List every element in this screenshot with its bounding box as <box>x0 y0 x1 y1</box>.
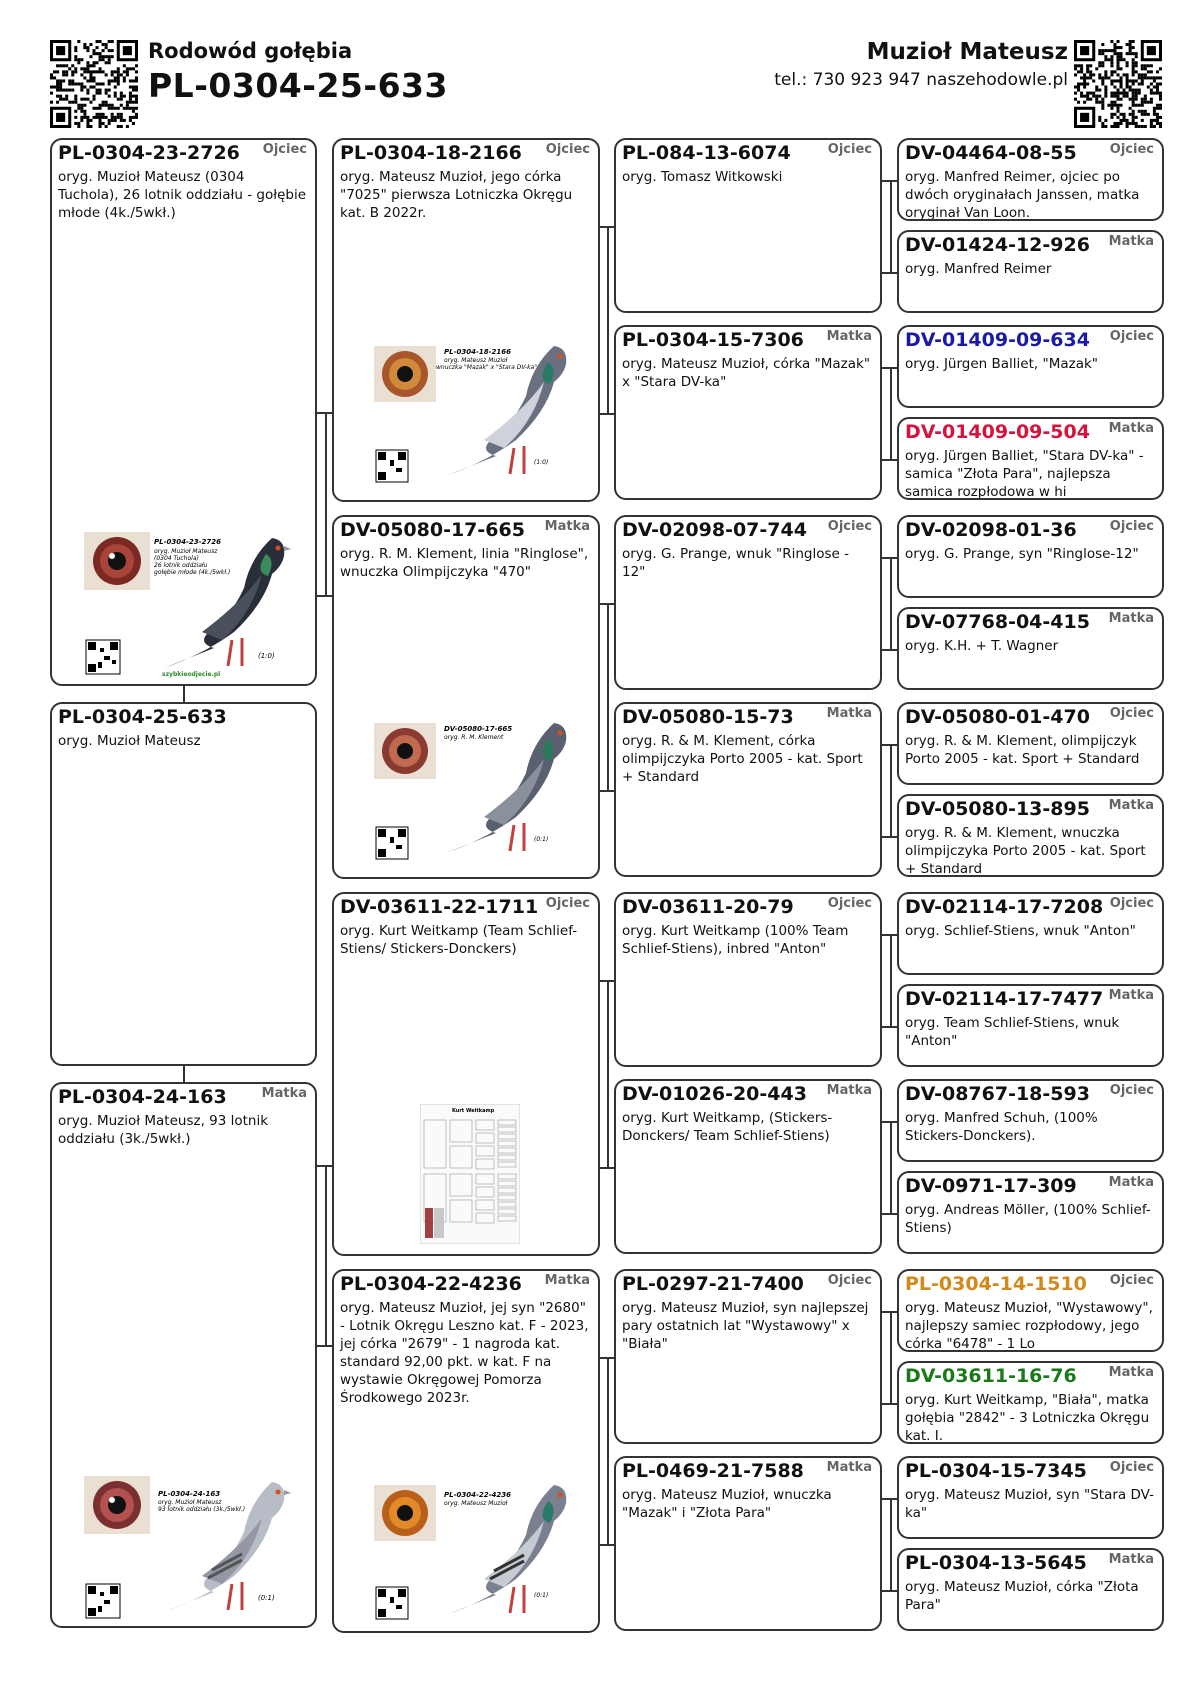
sex-label: Matka <box>1108 611 1154 626</box>
connector-line <box>890 1498 897 1500</box>
description: oryg. G. Prange, wnuk "Ringlose - 12" <box>622 546 849 580</box>
description: oryg. R. M. Klement, linia "Ringlose", wnuczka Olimpijczyka "470" <box>340 546 589 580</box>
connector-line <box>600 1544 607 1546</box>
svg-text:26 lotnik oddziału: 26 lotnik oddziału <box>154 562 208 569</box>
svg-text:(0:1): (0:1) <box>534 1592 549 1599</box>
sex-label: Matka <box>826 1460 872 1475</box>
svg-text:93 lotnik oddziału (3k./5wkł.): 93 lotnik oddziału (3k./5wkł.) <box>158 1506 246 1513</box>
pedigree-box-gen4-10[interactable] <box>897 984 1164 1067</box>
sex-label: Matka <box>1108 1175 1154 1190</box>
pedigree-box-gen4-2[interactable] <box>897 230 1164 313</box>
sex-label: Matka <box>826 329 872 344</box>
pedigree-box-gen4-6[interactable] <box>897 607 1164 690</box>
sex-label: Ojciec <box>1109 329 1154 344</box>
connector-line <box>600 980 607 982</box>
description: oryg. Jürgen Balliet, "Mazak" <box>905 356 1099 372</box>
description: oryg. Mateusz Muzioł, syn "Stara DV-ka" <box>905 1487 1154 1521</box>
connector-line <box>890 180 897 182</box>
pedigree-box-gen4-8[interactable] <box>897 794 1164 877</box>
connector-line <box>882 1590 890 1592</box>
connector-line <box>600 790 607 792</box>
description: oryg. Mateusz Muzioł, córka "Złota Para" <box>905 1579 1139 1613</box>
svg-text:DV-05080-17-665: DV-05080-17-665 <box>444 725 513 733</box>
ring-number: DV-04464-08-55 <box>905 142 1077 164</box>
connector-line <box>607 1167 614 1169</box>
connector-line <box>882 934 890 936</box>
description: oryg. Jürgen Balliet, "Stara DV-ka" - samica "Złota Para", najlepsza samica rozpłodowa w hi <box>905 448 1144 500</box>
ring-number: PL-0297-21-7400 <box>622 1273 804 1295</box>
connector-line <box>882 836 890 838</box>
qr-code-right <box>1074 40 1162 128</box>
sex-label: Ojciec <box>262 142 307 157</box>
pedigree-box-gen4-16[interactable] <box>897 1548 1164 1631</box>
svg-text:oryg. Mateusz Muzioł: oryg. Mateusz Muzioł <box>444 357 508 364</box>
description: oryg. Manfred Schuh, (100% Stickers-Donckers). <box>905 1110 1098 1144</box>
connector-line <box>890 649 897 651</box>
svg-text:PL-0304-18-2166: PL-0304-18-2166 <box>444 348 512 356</box>
pedigree-box-gen4-9[interactable] <box>897 892 1164 975</box>
sex-label: Ojciec <box>1109 896 1154 911</box>
ring-number: DV-03611-16-76 <box>905 1365 1077 1387</box>
connector-line <box>183 1066 185 1082</box>
connector-line <box>607 1357 614 1359</box>
connector-line <box>183 686 185 702</box>
eye-icon <box>374 1485 436 1541</box>
svg-text:(0:1): (0:1) <box>534 836 549 843</box>
description: oryg. Tomasz Witkowski <box>622 169 783 185</box>
connector-line <box>882 649 890 651</box>
ring-number: DV-05080-15-73 <box>622 706 794 728</box>
ring-number: DV-01026-20-443 <box>622 1083 807 1105</box>
connector-line <box>890 934 892 1028</box>
connector-line <box>890 1311 897 1313</box>
pigeon-photo <box>374 1479 574 1624</box>
description: oryg. Muzioł Mateusz (0304 Tuchola), 26 lotnik oddziału - gołębie młode (4k./5wkł.) <box>58 169 307 221</box>
connector-line <box>882 1121 890 1123</box>
pedigree-box-gen4-7[interactable] <box>897 702 1164 785</box>
pigeon-photo <box>374 340 574 490</box>
pedigree-box-gen4-11[interactable] <box>897 1079 1164 1162</box>
description: oryg. Mateusz Muzioł, jego córka "7025" pierwsza Lotniczka Okręgu kat. B 2022r. <box>340 169 573 221</box>
pigeon-photo <box>82 1472 292 1622</box>
ring-number: PL-0304-23-2726 <box>58 142 240 164</box>
description: oryg. Kurt Weitkamp, (Stickers-Donckers/ Team Schlief-Stiens) <box>622 1110 833 1144</box>
connector-line <box>607 603 609 792</box>
svg-text:oryg. Muzioł Mateusz: oryg. Muzioł Mateusz <box>158 1499 222 1506</box>
sex-label: Matka <box>544 1273 590 1288</box>
connector-line <box>890 557 897 559</box>
sex-label: Ojciec <box>827 896 872 911</box>
pedigree-box-gen3-4[interactable] <box>614 702 882 877</box>
sex-label: Ojciec <box>827 519 872 534</box>
pedigree-box-mother[interactable] <box>50 1082 317 1628</box>
sex-label: Matka <box>826 706 872 721</box>
connector-line <box>890 1498 892 1592</box>
svg-text:wnuczka "Mazak" x "Stara DV-ka: wnuczka "Mazak" x "Stara DV-ka" <box>436 364 537 371</box>
description: oryg. Manfred Reimer <box>905 261 1052 277</box>
ring-number: DV-07768-04-415 <box>905 611 1090 633</box>
connector-line <box>890 744 892 838</box>
pedigree-box-gen2-3[interactable] <box>332 892 600 1256</box>
pigeon-photo <box>82 528 292 678</box>
connector-line <box>890 1121 897 1123</box>
connector-line <box>325 595 332 597</box>
connector-line <box>882 272 890 274</box>
pedigree-box-gen3-7[interactable] <box>614 1269 882 1444</box>
connector-line <box>882 1498 890 1500</box>
svg-text:PL-0304-24-163: PL-0304-24-163 <box>158 1490 221 1498</box>
description: oryg. Kurt Weitkamp (100% Team Schlief-Stiens), inbred "Anton" <box>622 923 849 957</box>
connector-line <box>882 180 890 182</box>
connector-line <box>890 557 892 651</box>
pedigree-box-gen4-3[interactable] <box>897 325 1164 408</box>
svg-text:oryg. Muzioł Mateusz: oryg. Muzioł Mateusz <box>154 548 218 555</box>
connector-line <box>607 1544 614 1546</box>
pedigree-box-gen3-5[interactable] <box>614 892 882 1067</box>
description: oryg. K.H. + T. Wagner <box>905 638 1059 654</box>
connector-line <box>607 980 614 982</box>
connector-line <box>890 1213 897 1215</box>
connector-line <box>325 1165 327 1347</box>
pedigree-box-gen4-13[interactable] <box>897 1269 1164 1352</box>
svg-text:szybkieodjecie.pl: szybkieodjecie.pl <box>162 671 221 678</box>
connector-line <box>890 934 897 936</box>
pedigree-box-gen4-14[interactable] <box>897 1361 1164 1444</box>
connector-line <box>600 1167 607 1169</box>
pigeon-icon <box>446 723 566 853</box>
connector-line <box>882 1213 890 1215</box>
sex-label: Ojciec <box>827 1273 872 1288</box>
sex-label: Ojciec <box>1109 142 1154 157</box>
svg-text:Kurt Weitkamp: Kurt Weitkamp <box>452 1108 495 1114</box>
svg-text:oryg. Mateusz Muzioł: oryg. Mateusz Muzioł <box>444 1500 508 1507</box>
pedigree-box-subject[interactable] <box>50 702 317 1066</box>
description: oryg. Muzioł Mateusz <box>58 733 201 749</box>
description: oryg. Muzioł Mateusz, 93 lotnik oddziału (3k./5wkł.) <box>58 1113 269 1147</box>
sex-label: Matka <box>1108 988 1154 1003</box>
ring-number: DV-03611-20-79 <box>622 896 794 918</box>
connector-line <box>890 1403 897 1405</box>
sex-label: Ojciec <box>827 142 872 157</box>
pedigree-box-gen3-1[interactable] <box>614 138 882 313</box>
ring-number: PL-0304-22-4236 <box>340 1273 522 1295</box>
description: oryg. Mateusz Muzioł, wnuczka "Mazak" i "Złota Para" <box>622 1487 832 1521</box>
connector-line <box>882 367 890 369</box>
eye-icon <box>374 723 436 779</box>
svg-text:(0304 Tuchola): (0304 Tuchola) <box>154 555 199 562</box>
ring-number: DV-05080-13-895 <box>905 798 1090 820</box>
svg-text:(1:0): (1:0) <box>534 459 549 466</box>
description: oryg. R. & M. Klement, córka olimpijczyka Porto 2005 - kat. Sport + Standard <box>622 733 863 785</box>
description: oryg. Kurt Weitkamp, "Biała", matka gołębia "2842" - 3 Lotniczka Okręgu kat. I. <box>905 1392 1150 1444</box>
connector-line <box>607 980 609 1169</box>
eye-icon <box>374 346 436 402</box>
svg-text:(0:1): (0:1) <box>258 1594 275 1602</box>
pedigree-box-gen4-15[interactable] <box>897 1456 1164 1539</box>
description: oryg. Mateusz Muzioł, jej syn "2680" - Lotnik Okręgu Leszno kat. F - 2023, jej córka "2679" - 1 nagroda kat. standard 92,00 pkt. w kat. F na wystawie Okręgowej Pomorza Środkowego 2023r. <box>340 1300 589 1406</box>
sex-label: Ojciec <box>1109 1460 1154 1475</box>
pedigree-box-gen3-3[interactable] <box>614 515 882 690</box>
ring-number: DV-02114-17-7208 <box>905 896 1104 918</box>
connector-line <box>325 1345 332 1347</box>
pedigree-box-gen3-6[interactable] <box>614 1079 882 1254</box>
connector-line <box>325 1165 332 1167</box>
sex-label: Ojciec <box>1109 1083 1154 1098</box>
svg-text:PL-0304-23-2726: PL-0304-23-2726 <box>154 538 222 546</box>
sex-label: Ojciec <box>545 142 590 157</box>
pedigree-box-gen2-1[interactable] <box>332 138 600 502</box>
sex-label: Matka <box>1108 798 1154 813</box>
description: oryg. Kurt Weitkamp (Team Schlief-Stiens/ Stickers-Donckers) <box>340 923 578 957</box>
connector-line <box>317 595 325 597</box>
connector-line <box>607 413 614 415</box>
connector-line <box>882 557 890 559</box>
ring-number: PL-0469-21-7588 <box>622 1460 804 1482</box>
ring-number: PL-0304-25-633 <box>58 706 227 728</box>
description: oryg. G. Prange, syn "Ringlose-12" <box>905 546 1139 562</box>
pedigree-box-gen4-12[interactable] <box>897 1171 1164 1254</box>
pedigree-box-gen2-2[interactable] <box>332 515 600 879</box>
ring-number: PL-084-13-6074 <box>622 142 791 164</box>
ring-number: DV-0971-17-309 <box>905 1175 1077 1197</box>
connector-line <box>890 367 897 369</box>
pedigree-document-thumbnail <box>420 1104 520 1244</box>
sex-label: Ojciec <box>1109 1273 1154 1288</box>
pedigree-box-gen4-5[interactable] <box>897 515 1164 598</box>
ring-number: PL-0304-13-5645 <box>905 1552 1087 1574</box>
pedigree-box-gen3-8[interactable] <box>614 1456 882 1631</box>
connector-line <box>607 226 614 228</box>
svg-text:PL-0304-22-4236: PL-0304-22-4236 <box>444 1491 512 1499</box>
connector-line <box>600 413 607 415</box>
connector-line <box>317 1165 325 1167</box>
main-ring-number: PL-0304-25-633 <box>148 66 448 105</box>
description: oryg. Schlief-Stiens, wnuk "Anton" <box>905 923 1136 939</box>
connector-line <box>325 412 327 597</box>
ring-number: DV-01424-12-926 <box>905 234 1090 256</box>
pedigree-box-gen2-4[interactable] <box>332 1269 600 1633</box>
ring-number: DV-02098-01-36 <box>905 519 1077 541</box>
sex-label: Ojciec <box>1109 519 1154 534</box>
ring-number: PL-0304-15-7345 <box>905 1460 1087 1482</box>
connector-line <box>607 790 614 792</box>
description: oryg. Andreas Möller, (100% Schlief-Stiens) <box>905 1202 1151 1236</box>
sex-label: Matka <box>1108 1552 1154 1567</box>
ring-number: PL-0304-18-2166 <box>340 142 522 164</box>
breeder-contact: tel.: 730 923 947 naszehodowle.pl <box>774 70 1068 90</box>
ring-number: DV-03611-22-1711 <box>340 896 539 918</box>
description: oryg. Manfred Reimer, ojciec po dwóch oryginałach Janssen, matka oryginał Van Loon. <box>905 169 1140 221</box>
qr-code-left <box>50 40 138 128</box>
connector-line <box>607 226 609 415</box>
connector-line <box>890 1311 892 1405</box>
connector-line <box>890 180 892 274</box>
connector-line <box>890 1590 897 1592</box>
connector-line <box>890 367 892 461</box>
ring-number: PL-0304-14-1510 <box>905 1273 1087 1295</box>
eye-icon <box>84 532 150 590</box>
connector-line <box>882 744 890 746</box>
ring-number: DV-05080-01-470 <box>905 706 1090 728</box>
connector-line <box>882 1311 890 1313</box>
svg-text:gołębie młode (4k./5wkł.): gołębie młode (4k./5wkł.) <box>154 569 231 576</box>
pigeon-photo <box>374 717 574 867</box>
pedigree-box-gen4-4[interactable] <box>897 417 1164 500</box>
ring-number: DV-02098-07-744 <box>622 519 807 541</box>
connector-line <box>882 1403 890 1405</box>
connector-line <box>890 459 897 461</box>
connector-line <box>882 459 890 461</box>
ring-number: DV-08767-18-593 <box>905 1083 1090 1105</box>
ring-number: DV-05080-17-665 <box>340 519 525 541</box>
svg-text:(1:0): (1:0) <box>258 652 275 660</box>
connector-line <box>600 1357 607 1359</box>
ring-number: DV-02114-17-7477 <box>905 988 1104 1010</box>
connector-line <box>890 836 897 838</box>
sex-label: Ojciec <box>1109 706 1154 721</box>
pedigree-box-gen4-1[interactable] <box>897 138 1164 221</box>
connector-line <box>890 272 897 274</box>
connector-line <box>607 603 614 605</box>
description: oryg. R. & M. Klement, olimpijczyk Porto 2005 - kat. Sport + Standard <box>905 733 1140 767</box>
connector-line <box>325 412 332 414</box>
sex-label: Matka <box>261 1086 307 1101</box>
sex-label: Matka <box>826 1083 872 1098</box>
connector-line <box>890 1026 897 1028</box>
ring-number: DV-01409-09-634 <box>905 329 1090 351</box>
sex-label: Matka <box>1108 1365 1154 1380</box>
connector-line <box>607 1357 609 1546</box>
ring-number: PL-0304-24-163 <box>58 1086 227 1108</box>
breeder-name: Muzioł Mateusz <box>866 39 1068 65</box>
sex-label: Matka <box>544 519 590 534</box>
description: oryg. Mateusz Muzioł, "Wystawowy", najlepszy samiec rozpłodowy, jego córka "6478" - 1 Lo <box>905 1300 1153 1352</box>
description: oryg. R. & M. Klement, wnuczka olimpijczyka Porto 2005 - kat. Sport + Standard <box>905 825 1146 877</box>
eye-icon <box>84 1476 150 1534</box>
connector-line <box>890 1121 892 1215</box>
sex-label: Matka <box>1108 234 1154 249</box>
description: oryg. Mateusz Muzioł, córka "Mazak" x "Stara DV-ka" <box>622 356 871 390</box>
connector-line <box>600 603 607 605</box>
description: oryg. Team Schlief-Stiens, wnuk "Anton" <box>905 1015 1120 1049</box>
connector-line <box>600 226 607 228</box>
pedigree-box-gen3-2[interactable] <box>614 325 882 500</box>
connector-line <box>890 744 897 746</box>
ring-number: PL-0304-15-7306 <box>622 329 804 351</box>
connector-line <box>882 1026 890 1028</box>
description: oryg. Mateusz Muzioł, syn najlepszej pary ostatnich lat "Wystawowy" x "Biała" <box>622 1300 869 1352</box>
svg-text:oryg. R. M. Klement: oryg. R. M. Klement <box>444 734 504 741</box>
page-title: Rodowód gołębia <box>148 39 353 63</box>
connector-line <box>317 412 325 414</box>
ring-number: DV-01409-09-504 <box>905 421 1090 443</box>
connector-line <box>317 1345 325 1347</box>
pedigree-box-father[interactable] <box>50 138 317 686</box>
sex-label: Ojciec <box>545 896 590 911</box>
sex-label: Matka <box>1108 421 1154 436</box>
